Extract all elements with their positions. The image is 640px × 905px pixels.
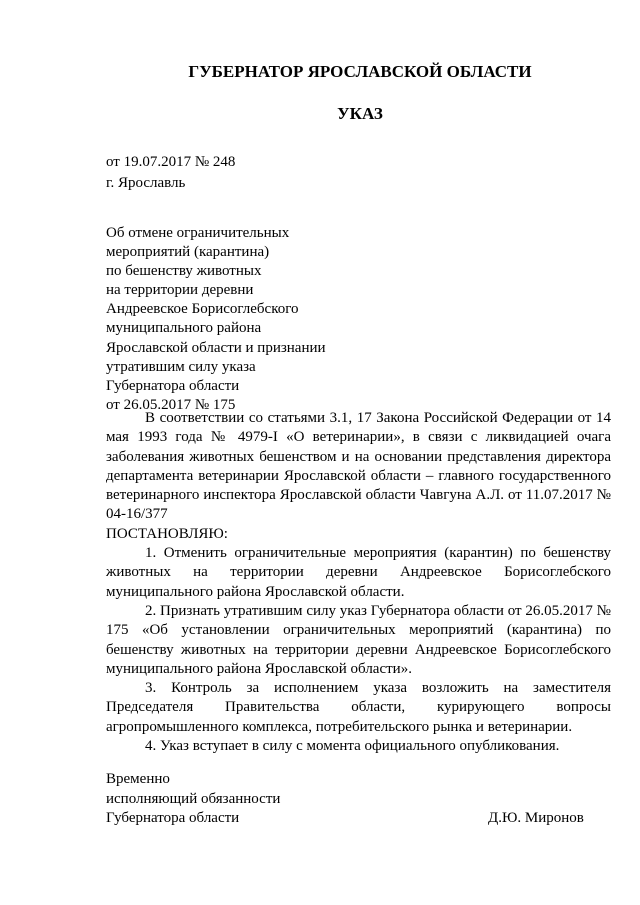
document-subject: [106, 224, 326, 415]
subject-line: от 26.05.2017 № 175: [106, 396, 236, 413]
subject-line: Об отмене ограничительных: [106, 225, 290, 241]
subject-line: на территории деревни: [106, 282, 254, 299]
subject-line: по бешенству животных: [106, 263, 262, 280]
subject-line: муниципального района: [106, 320, 262, 337]
city: г. Ярославль: [106, 175, 186, 191]
item-paragraph: 3. Контроль за исполнением указа возложить на заместителя Председателя Правительства области, курирующего вопросы агропромышленного комплекса, потребительского рынка и ветеринарии.: [106, 680, 611, 735]
issuer-title: ГУБЕРНАТОР ЯРОСЛАВСКОЙ ОБЛАСТИ: [188, 62, 532, 81]
signatory-position: [106, 770, 280, 829]
subject-line: Андреевское Борисоглебского: [106, 301, 299, 318]
item-paragraph: 1. Отменить ограничительные мероприятия (карантин) по бешенству животных на территории деревни Андреевское Борисоглебского муниципального района Ярославской области.: [106, 545, 611, 600]
document-meta: [106, 152, 235, 194]
subject-line: утратившим силу указа: [106, 358, 256, 375]
position-line: Губернатора области: [106, 810, 240, 826]
subject-line: Ярославской области и признании: [106, 339, 326, 356]
subject-line: мероприятий (карантина): [106, 244, 270, 261]
subject-line: Губернатора области: [106, 377, 240, 394]
preamble-paragraph: В соответствии со статьями 3.1, 17 Закона Российской Федерации от 14 мая 1993 года № 4979-I «О ветеринарии», в связи с ликвидацией очага заболевания животных бешенством и на основании представления директора департамента ветеринарии Ярославской области – главного государственного ветеринарного инспектора Ярославской области Чавгуна А.Л. от 11.07.2017 № 04-16/377: [106, 410, 611, 523]
resolve-heading: ПОСТАНОВЛЯЮ:: [106, 525, 228, 542]
position-line: Временно: [106, 771, 170, 787]
document-type: УКАЗ: [337, 104, 383, 123]
item-paragraph: 4. Указ вступает в силу с момента официального опубликования.: [145, 738, 560, 755]
signatory-name: Д.Ю. Миронов: [488, 810, 584, 826]
document-body: [106, 409, 611, 756]
position-line: исполняющий обязанности: [106, 790, 281, 807]
item-paragraph: 2. Признать утратившим силу указ Губернатора области от 26.05.2017 № 175 «Об установлении ограничительных мероприятий (карантина) по бешенству животных на территории деревни Андреевское Борисоглебского муниципального района Ярославской области».: [106, 602, 611, 677]
date-number: от 19.07.2017 № 248: [106, 154, 236, 170]
